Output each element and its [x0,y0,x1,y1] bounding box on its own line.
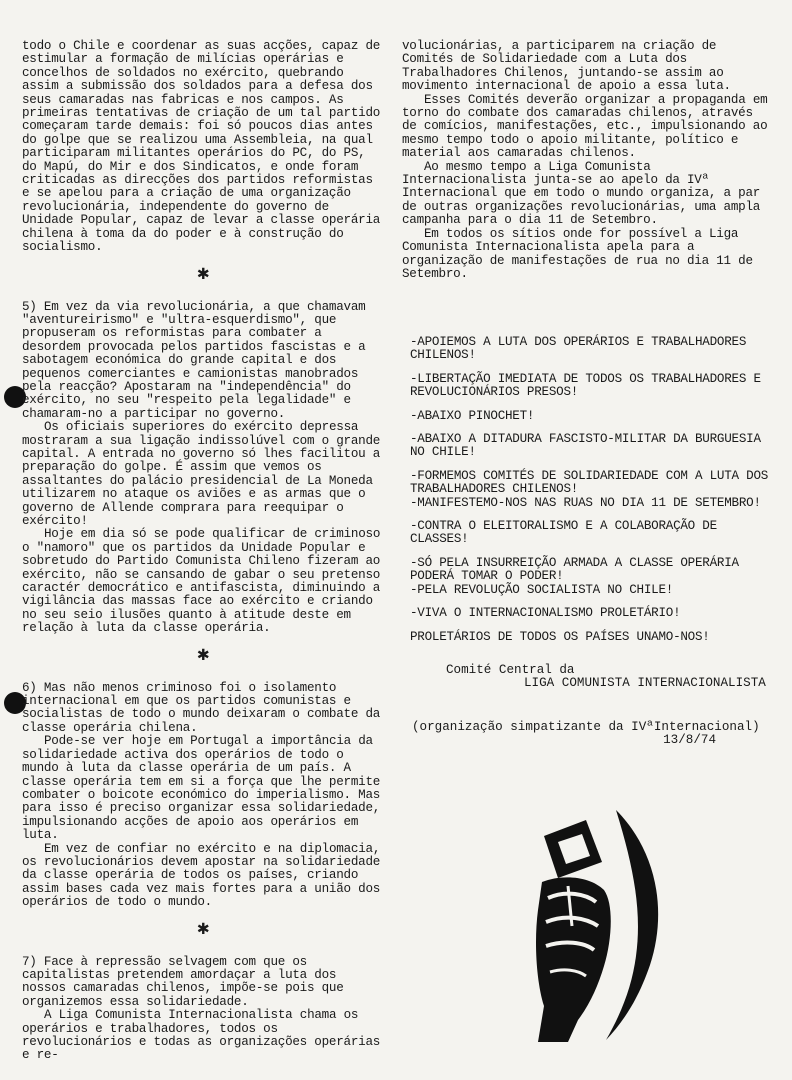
slogan-item: -MANIFESTEMO-NOS NAS RUAS NO DIA 11 DE SETEMBRO! [410,495,761,510]
slogan-item: -CONTRA O ELEITORALISMO E A COLABORAÇÃO DE CLASSES! [410,519,717,547]
paragraph-right-c: Ao mesmo tempo a Liga Comunista Internacionalista junta-se ao apelo da IVª Internacional que em todo o mundo organiza, a par de outras organizações revolucionárias, uma ampla campanha para o dia 11 de Setembro. [402,159,761,228]
slogan-item: -APOIEMOS A LUTA DOS OPERÁRIOS E TRABALHADORES CHILENOS! [410,335,747,363]
slogan-item: -VIVA O INTERNACIONALISMO PROLETÁRIO! [410,606,681,621]
fist-hammer-sickle-icon [528,790,678,1050]
paragraph-right-b: Esses Comités deverão organizar a propaganda em torno do combate dos camaradas chilenos, através de comícios, manifestações, etc., impulsionando ao mesmo tempo todo o apoio militante, político e material aos camaradas chilenos. [402,92,768,161]
slogan-item: -PELA REVOLUÇÃO SOCIALISTA NO CHILE! [410,582,674,597]
signature-line-2: LIGA COMUNISTA INTERNACIONALISTA [524,676,766,691]
paragraph-7b: A Liga Comunista Internacionalista chama os operários e trabalhadores, todos os revolucionários e todas as organizações operárias e re- [22,1008,381,1063]
paragraph-5b: Os oficiais superiores do exército depressa mostraram a sua ligação indissolúvel com o grande capital. A entrada no governo só lhes facilitou a preparação do golpe. É assim que vemos os assaltantes do palácio presidencial de La Moneda utilizarem no ataque os aviões e as armas que o governo de Allende comprara para reequipar o exército! [22,420,381,528]
slogan-list [410,336,770,654]
slogan-item: -FORMEMOS COMITÉS DE SOLIDARIEDADE COM A LUTA DOS TRABALHADORES CHILENOS! [410,468,769,497]
signature-line-1: Comité Central da [446,663,575,677]
asterisk-divider-2: ✱ [197,643,209,667]
asterisk-divider-1: ✱ [197,262,209,286]
paragraph-6c: Em vez de confiar no exército e na diplomacia, os revolucionários devem apostar na solidariedade da classe operária de todos os países, criando assim bases cada vez mais fortes para a união dos operários de todo o mundo. [22,841,381,910]
slogan-item: -LIBERTAÇÃO IMEDIATA DE TODOS OS TRABALHADORES E REVOLUCIONÁRIOS PRESOS! [410,371,761,400]
paragraph-5a: 5) Em vez da via revolucionária, a que chamavam "aventureirismo" e "ultra-esquerdismo", que propuseram os reformistas para combater a desordem provocada pelos partidos fascistas e a sabotagem económica do grande capital e dos pequenos comerciantes e camionistas manobrados pela reacção? Apostaram na "independência" do exército, no seu "respeito pela legalidade" e chamaram-no a participar no governo. [22,299,366,421]
document-date: 13/8/74 [663,733,716,748]
slogan-item: -ABAIXO PINOCHET! [410,408,535,423]
paragraph-right-d: Em todos os sítios onde for possível a Liga Comunista Internacionalista apela para a organização de manifestações de rua no dia 11 de Setembro. [402,226,753,281]
paragraph-6a: 6) Mas não menos criminoso foi o isolamento internacional em que os partidos comunistas e socialistas de todo o mundo deixaram o combate da classe operária chilena. [22,680,381,735]
organization-note: (organização simpatizante da IVªInternacional) [412,719,760,734]
signature-block [412,664,772,748]
asterisk-divider-3: ✱ [197,917,209,941]
left-column [22,40,384,1063]
paragraph-intro: todo o Chile e coordenar as suas acções, capaz de estimular a formação de milícias operárias e concelhos de soldados no exército, quebrando assim a submissão dos soldados para a defesa dos seus camaradas nas fabricas e nos campos. As primeiras tentativas de criação de um tal partido começaram tarde demais: foi só poucos dias antes do golpe que se realizou uma Assembleia, na qual participaram militantes operários do PC, do PS, do Mapú, do Mir e dos Sindicatos, e onde foram criticadas as direcções dos partidos reformistas e se apelou para a criação de uma organização revolucionária, independente do governo de Unidade Popular, capaz de levar a classe operária chilena à toma da do poder e à construção do socialismo. [22,39,381,255]
slogan-item: -SÓ PELA INSURREIÇÃO ARMADA A CLASSE OPERÁRIA PODERÁ TOMAR O PODER! [410,555,739,584]
paragraph-7a: 7) Face à repressão selvagem com que os capitalistas pretendem amordaçar a luta dos nossos camaradas chilenos, impõe-se pois que organizemos essa solidariedade. [22,954,344,1009]
right-column [402,40,770,281]
slogan-item: -ABAIXO A DITADURA FASCISTO-MILITAR DA BURGUESIA NO CHILE! [410,432,761,460]
slogan-closing: PROLETÁRIOS DE TODOS OS PAÍSES UNAMO-NOS! [410,629,710,644]
paragraph-6b: Pode-se ver hoje em Portugal a importância da solidariedade activa dos operários de todo o mundo à luta da classe operária de um país. A classe operária tem em si a força que lhe permite combater o boicote económico do imperialismo. Mas para isso é preciso organizar essa solidariedade, impulsionando acções de apoio aos operários em luta. [22,734,381,843]
paragraph-5c: Hoje em dia só se pode qualificar de criminoso o "namoro" que os partidos da Unidade Popular e sobretudo do Partido Comunista Chileno fizeram ao exército, não se cansando de gabar o seu pretenso caractér democrático e antifascista, diminuindo a vigilância das massas face ao exército e criando no seu seio ilusões quanto à atitude deste em relação à luta da classe operária. [22,527,381,636]
paragraph-right-a: volucionárias, a participarem na criação de Comités de Solidariedade com a Luta dos Trabalhadores Chilenos, juntando-se assim ao movimento internacional de apoio a essa luta. [402,39,731,94]
